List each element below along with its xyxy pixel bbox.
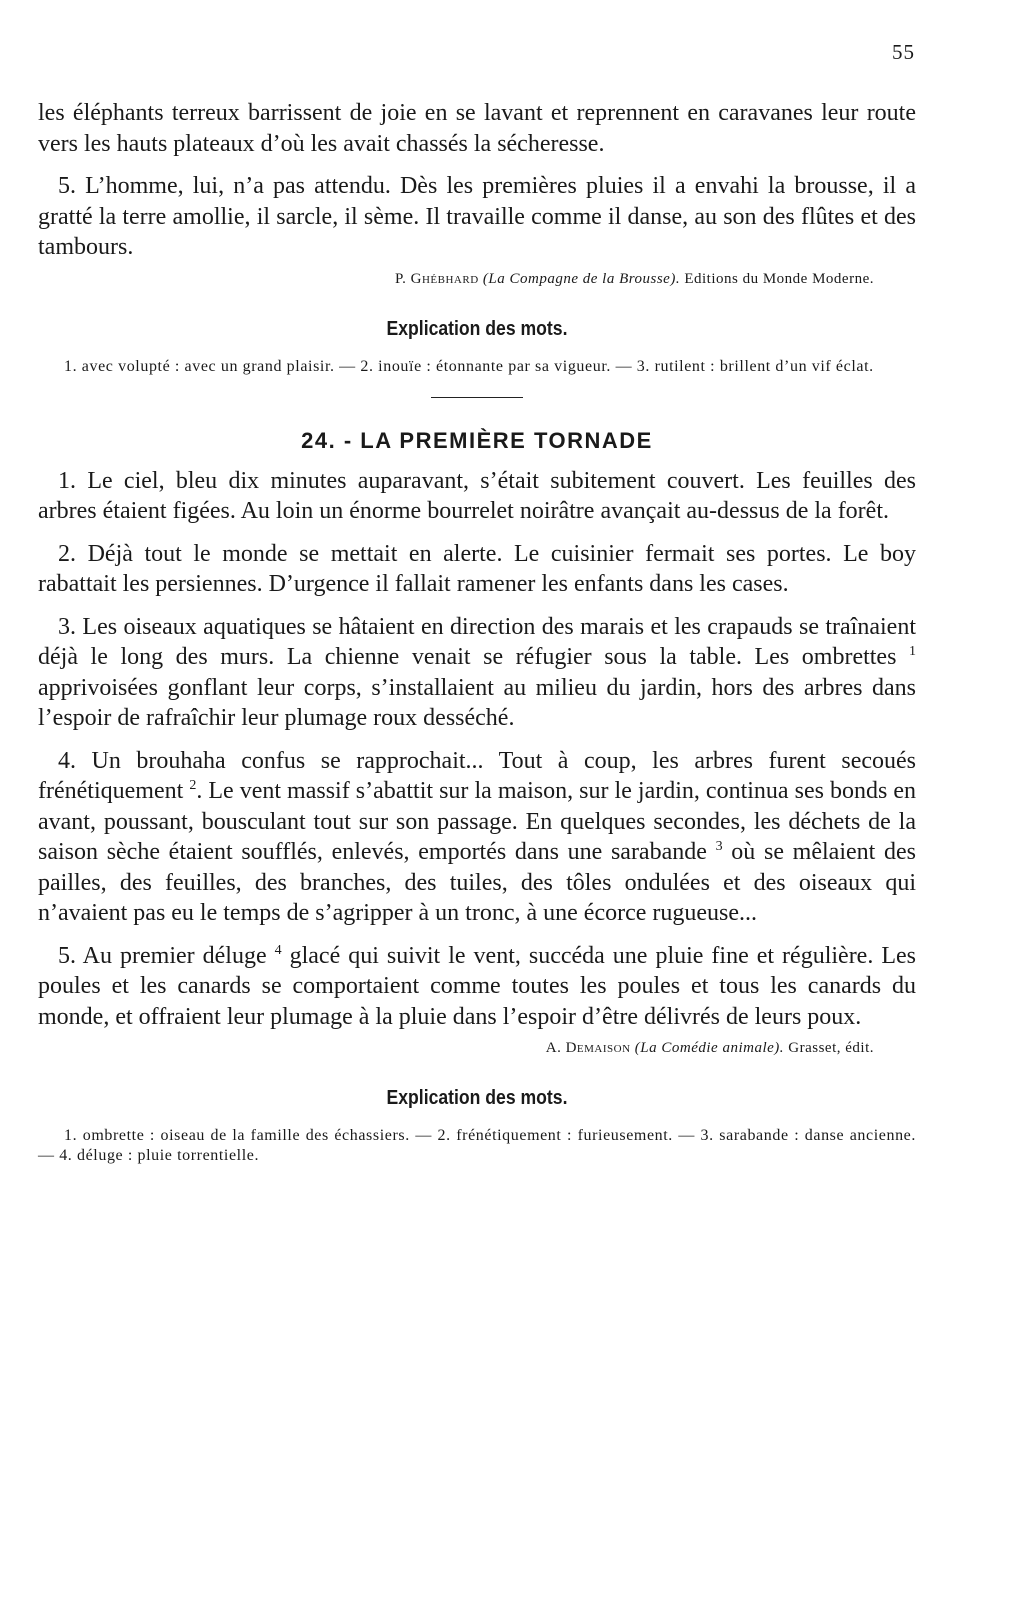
paragraph-2 xyxy=(38,539,916,600)
paragraph-text: Un brouhaha confus se rapprochait... Tout à coup, les arbres furent secoués frénétiquement xyxy=(38,747,916,804)
source-author: P. Ghébhard xyxy=(394,270,479,287)
paragraph-text: apprivoisées gonflant leur corps, s’installaient au milieu du jardin, hors des arbres dans l’espoir de rafraîchir leur plumage roux desséché. xyxy=(38,674,916,731)
notes-heading: Explication des mots. xyxy=(386,317,568,340)
source-author: A. Demaison xyxy=(545,1040,631,1056)
notes-heading: Explication des mots. xyxy=(386,1087,568,1109)
paragraph-5 xyxy=(38,171,916,263)
paragraph-number: 1. xyxy=(58,467,76,494)
paragraph-1 xyxy=(38,466,916,527)
paragraph-text: Déjà tout le monde se mettait en alerte. Le cuisinier fermait ses portes. Le boy rabattait les persiennes. D’urgence il fallait ramener les enfants dans les cases. xyxy=(38,540,916,597)
notes-text: 1. ombrette : oiseau de la famille des échassiers. — 2. frénétiquement : furieusement. — 3. sarabande : danse ancienne. — 4. déluge : pluie torrentielle. xyxy=(38,1127,916,1164)
footnote-marker: 3 xyxy=(715,839,723,854)
source-work: (La Compagne de la Brousse). xyxy=(482,270,681,287)
paragraph-4 xyxy=(38,746,916,929)
footnote-marker: 4 xyxy=(274,942,282,958)
page-number: 55 xyxy=(892,40,915,64)
page-content xyxy=(38,98,916,1166)
paragraph-number: 5. xyxy=(58,173,76,199)
paragraph-text: . Le vent massif s’abattit sur la maison, sur le jardin, continua ses bonds en avant, poussant, bousculant tout sur son passage. En quelques secondes, les déchets de la saison sèche étaient soufflés, enlevés, emportés dans une sarabande xyxy=(38,778,917,865)
paragraph-text: Au premier déluge xyxy=(82,942,267,969)
source-publisher: Editions du Monde Moderne. xyxy=(684,270,874,287)
source-publisher: Grasset, édit. xyxy=(788,1040,874,1056)
source-citation xyxy=(38,271,874,288)
paragraph-text: glacé qui suivit le vent, succéda une pluie fine et régulière. Les poules et les canards se comportaient comme toutes les poules et tous les canards du monde, et offraient leur plumage à la pluie dans l’espoir d’être délivrés de leurs poux. xyxy=(38,942,916,1030)
paragraph-text: L’homme, lui, n’a pas attendu. Dès les premières pluies il a envahi la brousse, il a gratté la terre amollie, il sarcle, il sème. Il travaille comme il danse, au son des flûtes et des tambours. xyxy=(38,173,917,260)
chapter-title: 24. - LA PREMIÈRE TORNADE xyxy=(301,427,653,453)
paragraph-3 xyxy=(38,612,916,734)
footnote-marker: 2 xyxy=(189,778,197,793)
paragraph-number: 5. xyxy=(58,942,76,969)
source-work: (La Comédie animale). xyxy=(634,1040,785,1056)
section-divider xyxy=(431,397,523,398)
paragraph-number: 4. xyxy=(58,747,76,774)
footnote-marker: 1 xyxy=(909,644,917,659)
notes-text: 1. avec volupté : avec un grand plaisir. — 2. inouïe : étonnante par sa vigueur. — 3. rutilent : brillent d’un vif éclat. xyxy=(64,357,874,375)
paragraph-5 xyxy=(38,941,916,1033)
paragraph-text: Le ciel, bleu dix minutes auparavant, s’était subitement couvert. Les feuilles des arbres étaient figées. Au loin un énorme bourrelet noirâtre avançait au-dessus de la forêt. xyxy=(38,467,917,524)
paragraph-number: 2. xyxy=(58,540,76,567)
paragraph-continued xyxy=(38,98,916,159)
paragraph-text: Les oiseaux aquatiques se hâtaient en direction des marais et les crapauds se traînaient déjà le long des murs. La chienne venait se réfugier sous la table. Les ombrettes xyxy=(38,613,916,670)
paragraph-text: où se mêlaient des pailles, des feuilles, des branches, des tuiles, des tôles ondulées et des oiseaux qui n’avaient pas eu le temps de s’agripper à un tronc, à une écorce rugueuse... xyxy=(38,839,916,926)
paragraph-number: 3. xyxy=(58,613,76,640)
source-citation xyxy=(38,1040,874,1057)
paragraph-text: les éléphants terreux barrissent de joie en se lavant et reprennent en caravanes leur route vers les hauts plateaux d’où les avait chassés la sécheresse. xyxy=(38,100,916,157)
